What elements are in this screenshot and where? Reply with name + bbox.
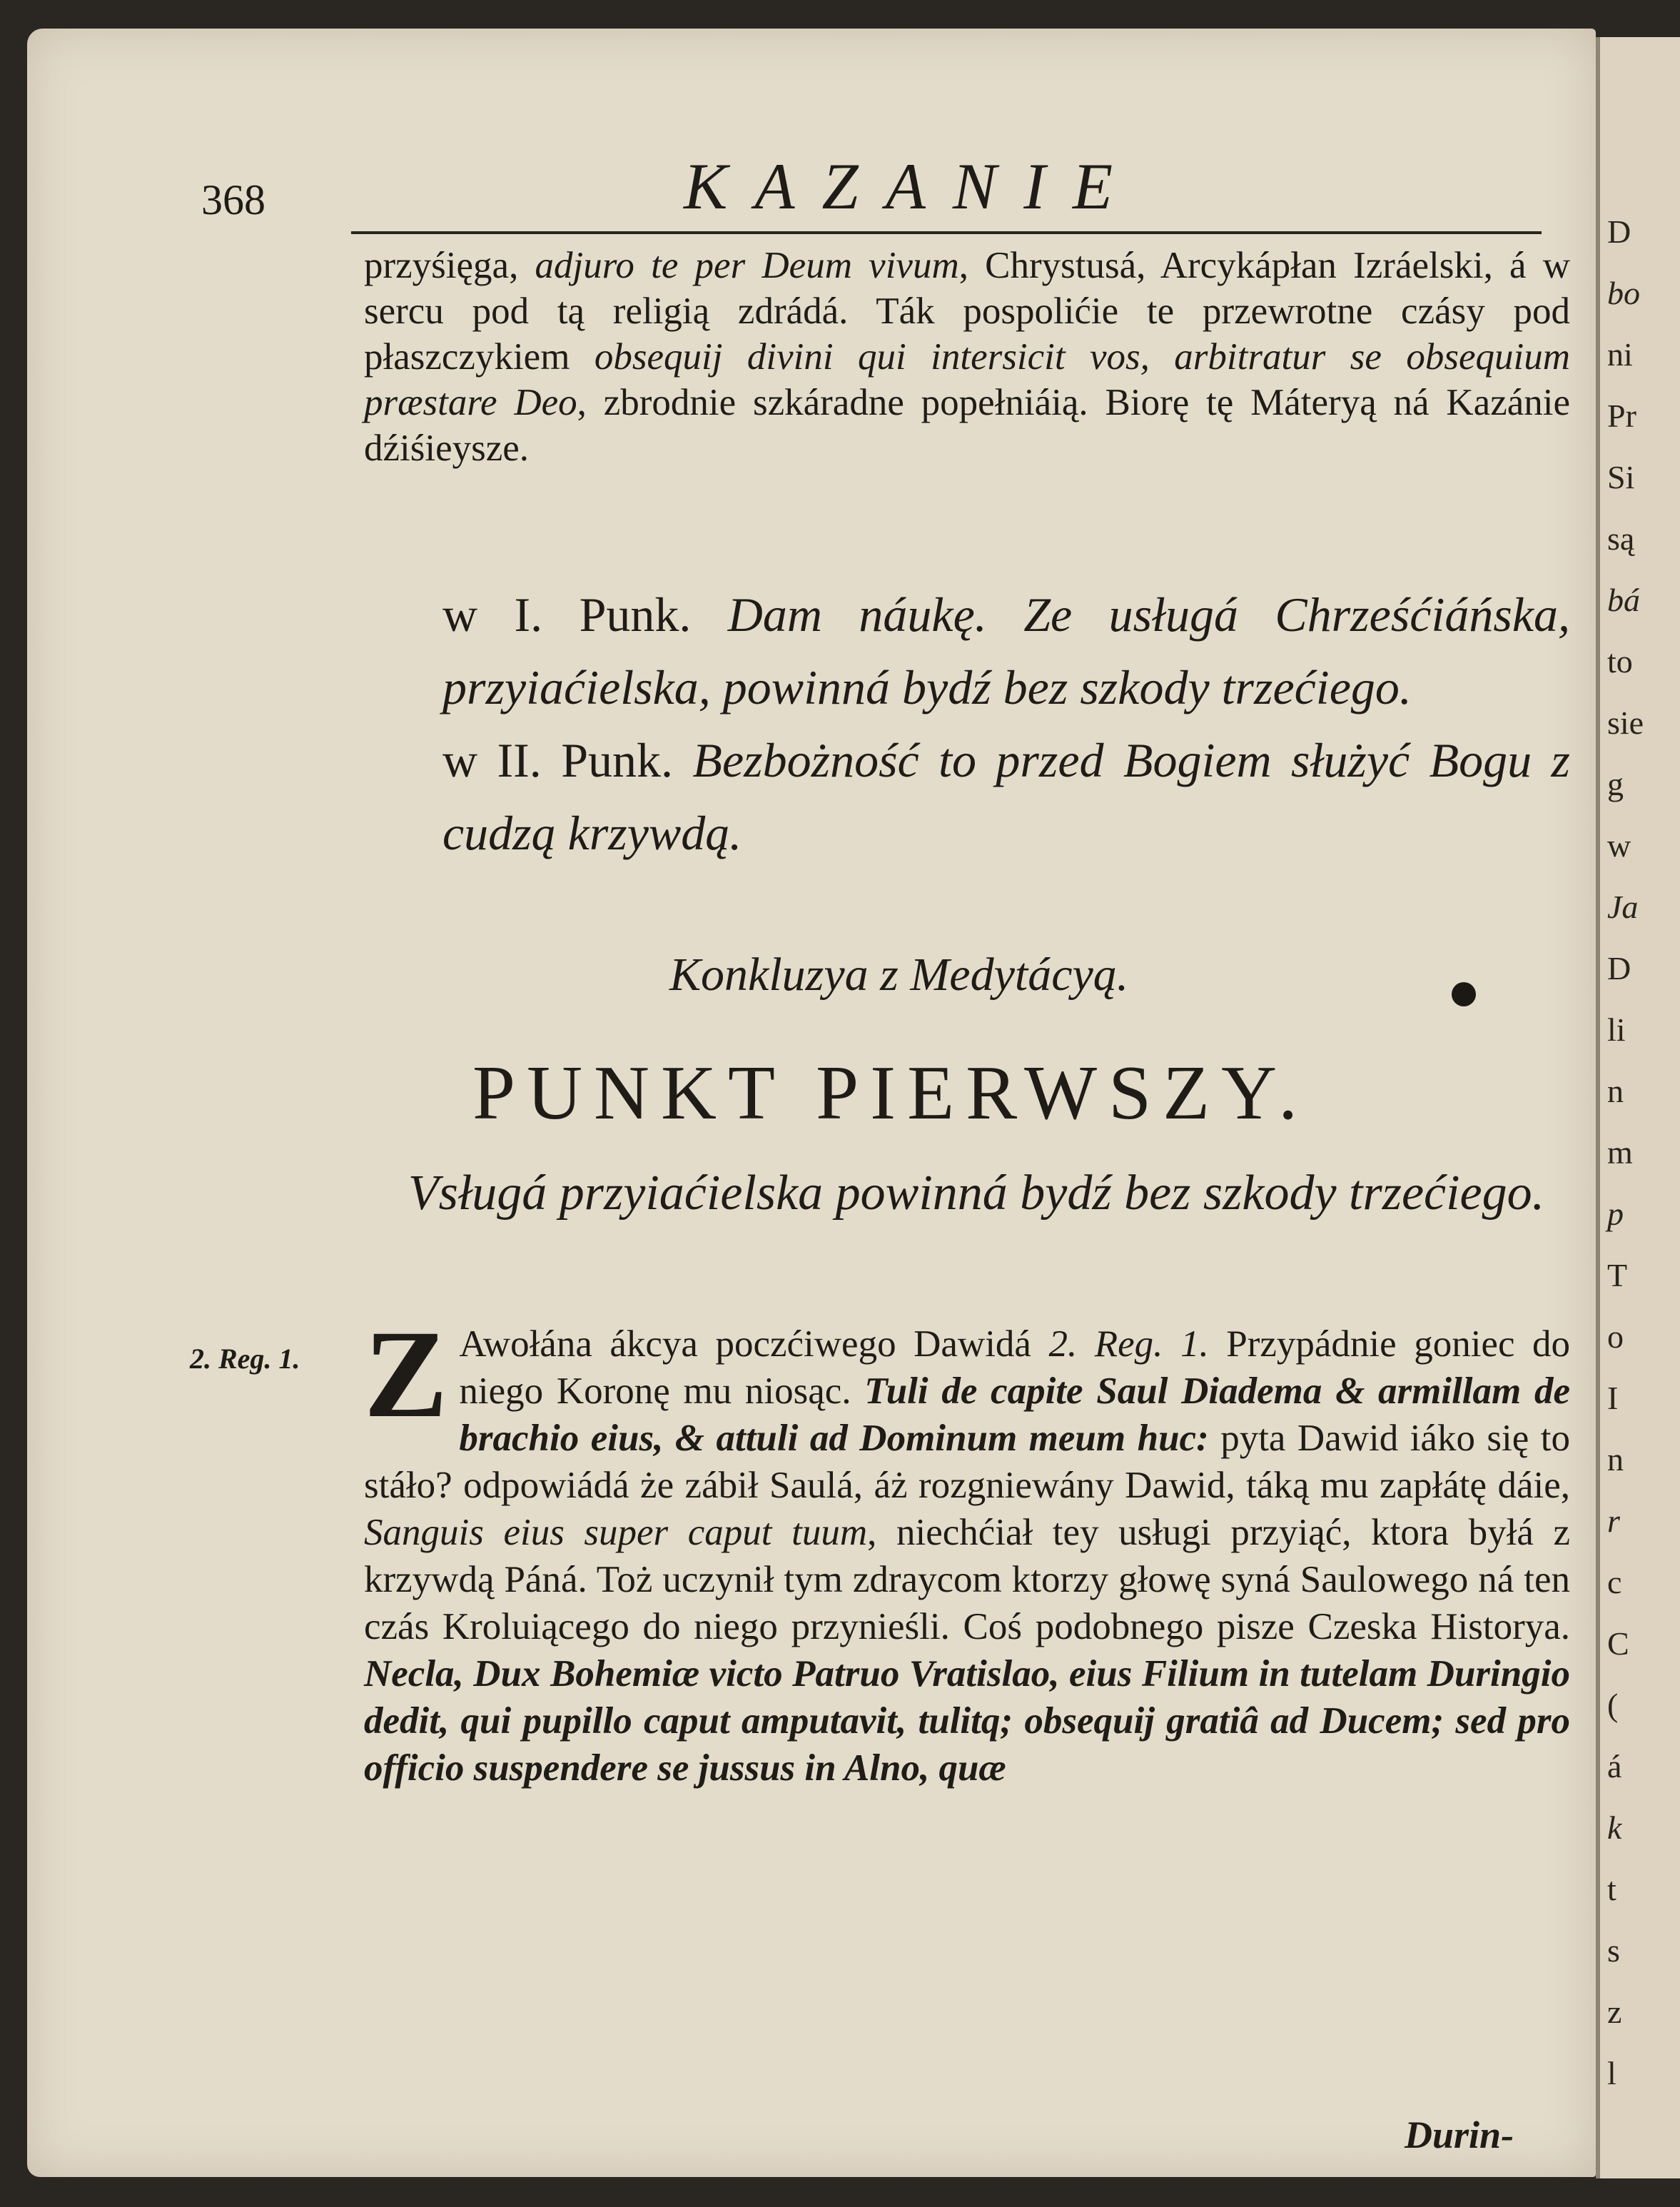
point-1-label: w I. Punk. [442, 587, 692, 642]
body-run: Tuli de capite Saul Diadema & armillam de brachio eius, & attuli ad Dominum meum huc: [459, 1370, 1570, 1459]
section-title: PUNKT PIERWSZY. [472, 1051, 1310, 1136]
facing-page-fragment: to [1607, 643, 1633, 680]
facing-page-fragment: g [1607, 766, 1624, 802]
body-run: 2. Reg. 1. [1048, 1323, 1209, 1365]
facing-page-fragment: bá [1607, 582, 1640, 618]
page-number: 368 [201, 176, 265, 223]
facing-page-fragment: I [1607, 1380, 1619, 1416]
section-subtitle: Vsługá przyiaćielska powinná bydź bez szkody trzećiego. [408, 1166, 1545, 1221]
point-2-label: w II. Punk. [442, 733, 674, 787]
facing-page-fragment: sie [1607, 704, 1644, 741]
conclusion-heading: Konkluzya z Medytácyą. [669, 949, 1129, 1001]
facing-page-fragment: Si [1607, 459, 1635, 495]
point-2 [364, 724, 1570, 869]
facing-page-fragment: r [1607, 1503, 1620, 1539]
body-paragraph [364, 1305, 1570, 1792]
facing-page-fragment: ( [1607, 1687, 1619, 1723]
facing-page-fragment: k [1607, 1809, 1622, 1846]
body-run: , niechćiał tey usługi przyiąć, ktora byłá z krzywdą Páná. Toż uczynił tym zdraycom ktorzy głowę syná Saulowego ná ten czás Kroluiącego do niego przynieśli. Coś podobnego pisze Czeska Historya. [364, 1512, 1570, 1647]
facing-page-fragment: n [1607, 1441, 1624, 1478]
facing-page-fragment: T [1607, 1257, 1628, 1293]
point-1-text: Dam náukę. Ze usługá Chrześćiáńska, przyiaćielska, powinná bydź bez szkody trzećiego. [442, 587, 1570, 714]
point-2-text: Bezbożność to przed Bogiem służyć Bogu z cudzą krzywdą. [442, 733, 1570, 860]
facing-page-fragment: Ja [1607, 889, 1639, 925]
body-run: Awołána ákcya poczćiwego Dawidá [459, 1323, 1049, 1365]
facing-page-fragment: t [1607, 1871, 1616, 1907]
body-run: Przypádnie goniec do niego Koronę mu niosąc. [459, 1323, 1570, 1412]
facing-page-fragment: ni [1607, 336, 1633, 373]
facing-page-fragment: n [1607, 1073, 1624, 1109]
catchword: Durin- [1405, 2113, 1514, 2156]
header-rule [351, 231, 1542, 234]
points-list [364, 578, 1570, 869]
intro-text [364, 243, 1570, 471]
body-run: Sanguis eius super caput tuum [364, 1512, 868, 1553]
facing-page-edge [1596, 37, 1680, 2178]
facing-page-fragment: bo [1607, 275, 1640, 311]
facing-page-fragment: c [1607, 1564, 1622, 1600]
ink-dot [1452, 982, 1476, 1006]
intro-paragraph [364, 243, 1570, 471]
intro-run: adjuro te per Deum vivum [535, 245, 959, 286]
facing-page-fragment: s [1607, 1932, 1620, 1969]
intro-run: obsequij divini qui intersicit vos, arbitratur se obsequium præstare Deo [364, 336, 1570, 423]
body-text [364, 1305, 1570, 1792]
body-run: Necla, Dux Bohemiæ victo Patruo Vratislao, eius Filium in tutelam Duringio dedit, qui pupillo caput amputavit, tulitq; obsequij gratiâ ad Ducem; sed pro officio suspendere se jussus in Alno, quæ [364, 1653, 1570, 1789]
facing-page-fragment: m [1607, 1134, 1633, 1171]
facing-page-fragment: l [1607, 2055, 1616, 2091]
facing-page-fragment: p [1607, 1196, 1624, 1232]
facing-page-fragment: są [1607, 520, 1635, 557]
margin-note: 2. Reg. 1. [190, 1343, 300, 1375]
drop-cap: Z [364, 1305, 448, 1444]
facing-page-fragment: D [1607, 213, 1631, 250]
point-1 [364, 578, 1570, 724]
body-run: pyta Dawid iáko się to stáło? odpowiádá że zábił Saulá, áż rozgniewány Dawid, táką mu zapłátę dáie, [364, 1418, 1570, 1506]
facing-page-fragment: li [1607, 1011, 1626, 1048]
facing-page-fragment: D [1607, 950, 1631, 986]
facing-page-fragment: Pr [1607, 398, 1636, 434]
running-title: KAZANIE [684, 150, 1140, 223]
facing-page-fragment: w [1607, 827, 1631, 864]
book-page [27, 29, 1596, 2177]
facing-page-fragment: C [1607, 1625, 1629, 1662]
intro-run: przyśięga, [364, 245, 535, 286]
intro-run: , Chrystusá, Arcykápłan Izráelski, á w sercu pod tą religią zdrádá. Ták pospolićie te przewrotne czásy pod płaszczykiem [364, 245, 1571, 378]
facing-page-fragment: á [1607, 1748, 1622, 1784]
intro-run: , zbrodnie szkáradne popełniáią. Biorę tę Máteryą ná Kazánie dźiśieysze. [364, 382, 1570, 469]
facing-page-fragment: o [1607, 1318, 1624, 1355]
facing-page-fragment: z [1607, 1994, 1622, 2030]
